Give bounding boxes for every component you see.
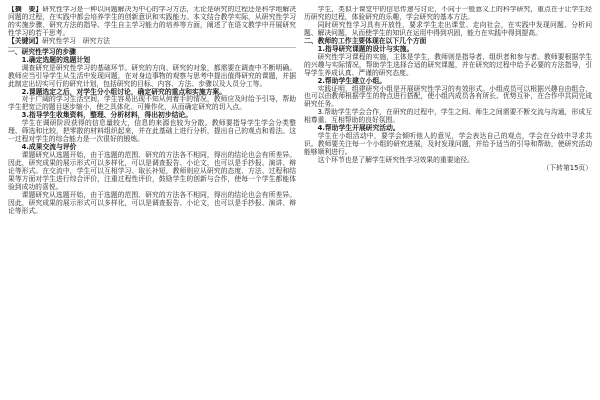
keywords-label: 【关键词】 [8,36,42,45]
subheading: 4.帮助学生开展研究活动。 [317,124,400,133]
subheading: 1.确定选题的选题计划 [21,55,91,64]
subheading: 3.指导学生收集资料，整理、分析材料，得出初步结论。 [21,111,193,120]
abstract-label: 【摘 要】 [8,6,43,13]
paragraph: 课题研究从选题开始，由于选题的范围、研究的方法各不相同，得出的结论也会有所差异。因此，研究成果的展示形式可以多样化，可以是调查报告、小论文，也可以是手抄报、演讲、辩论等形式。在交流中，学生可以互相学习、取长补短，教师则应从研究的态度、方法、过程和结果等方面对学生进行综合评价，注重过程性评价，鼓励学生的创新与合作，使每一个学生都能体验到成功的喜悦。 [8,151,296,191]
abstract-text: 研究性学习是一种以问题解决为中心的学习方法，无论是研究的过程还是科学地解决问题的过程，在实践中都会培养学生的创新意识和实践能力。本文结合教学实际，从研究性学习的实施步骤、研究方法的指导、学生自主学习能力的培养等方面，阐述了在语文教学中开展研究性学习的若干思考。 [8,6,296,37]
paragraph: 学生，类似于课堂中的信息传递与讨论，不同于一般意义上的科学研究，重点在于让学生经历研究的过程，体验研究的乐趣，学会研究的基本方法。 [304,6,592,21]
paragraph: 学生在小组活动中，要学会倾听他人的意见，学会表达自己的观点，学会在分歧中寻求共识。教师要关注每一个小组的研究进展，及时发现问题，并给予适当的引导和帮助，使研究活动能够顺利进行。 [304,132,592,157]
paragraph: 实践证明，组建研究小组是开展研究性学习的有效形式。小组成员可以根据兴趣自由组合，也可以由教师根据学生的特点进行搭配，使小组内成员各有所长、优势互补，在合作中共同完成研究任务。 [304,84,592,109]
keywords-line [8,38,296,46]
paragraph: 课题研究从选题开始，由于选题的范围、研究的方法各不相同，得出的结论也会有所差异。因此，研究成果的展示形式可以多样化，可以是调查报告、小论文，也可以是手抄报、演讲、辩论等形式。 [8,190,296,215]
section-heading: 二、教师的工作主要体现在以下几个方面 [304,36,427,45]
paragraph: 3.帮助学生学会合作，在研究的过程中，学生之间、师生之间需要不断交流与沟通，形成互相尊重、互相帮助的良好氛围。 [304,108,592,125]
subheading: 4.成果交流与评价 [21,143,77,152]
left-column [8,6,296,392]
paragraph: 研究性学习课程的实施，主体是学生，教师则是指导者、组织者和参与者。教师要根据学生的兴趣与实际情况，帮助学生选择合适的研究课题，并在研究的过程中给予必要的方法指导，引导学生养成认真、严谨的研究态度。 [304,52,592,77]
keywords-text: 研究性学习 研究方法 [41,36,110,45]
subheading: 2.课题选定之后，对学生分小组讨论，确定研究的重点和实施方案。 [21,87,227,96]
paragraph: 这个环节也是了解学生研究性学习效果的重要途径。 [317,156,474,165]
subheading: 1.指导研究课题的设计与实施。 [317,44,414,53]
section-heading: 一、研究性学习的步骤 [8,47,76,56]
paragraph: 同时研究性学习具有开放性，要求学生走出课堂、走向社会，在实践中发现问题、分析问题、解决问题，从而使学生的知识在运用中得到巩固，能力在实践中得到提高。 [304,20,592,37]
abstract-line [8,6,296,38]
paragraph: 学生在调研阶段获得的信息量较大，信息的来源也较为分散。教师要指导学生学会分类整理、筛选和比较，把零散的材料组织起来，并在此基础上进行分析，提出自己的观点和看法。这一过程对学生的综合能力是一次很好的锻炼。 [8,119,296,144]
continued-note: （下转第15页） [542,164,592,173]
subheading: 2.帮助学生建立小组。 [317,76,387,85]
abstract-block [8,6,296,48]
two-column-layout [8,6,592,392]
paragraph: 对于广阔的学习生活空间，学生容易出现不知从何着手的情况，教师应及时给予引导，帮助学生把宽泛的题目逐步缩小，使之具体化、可操作化，从而确定研究的切入点。 [8,95,296,112]
right-column [304,6,592,392]
paragraph: 调查研究是研究性学习的基础环节。研究的方向、研究的对象，都需要在调查中不断明确。教师应当引导学生从生活中发现问题，在对身边事物的观察与思考中提出值得研究的课题，并据此制定出切实可行的研究计划，包括研究的目标、内容、方法、步骤以及人员分工等。 [8,63,296,88]
